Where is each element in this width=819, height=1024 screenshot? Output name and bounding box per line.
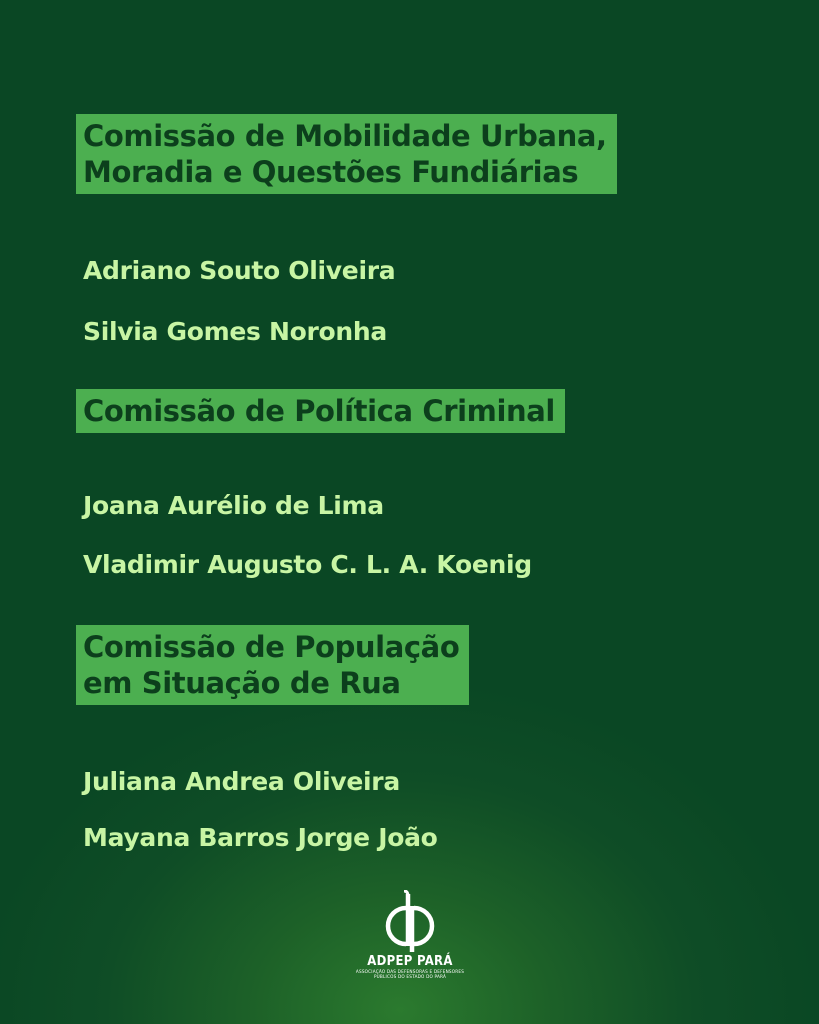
commission-politica-criminal bbox=[76, 389, 565, 433]
member-name: Juliana Andrea Oliveira bbox=[83, 767, 400, 796]
member-name: Mayana Barros Jorge João bbox=[83, 823, 438, 852]
member-name: Joana Aurélio de Lima bbox=[83, 491, 384, 520]
member-name: Silvia Gomes Noronha bbox=[83, 317, 387, 346]
commission-title-line: Comissão de Mobilidade Urbana, bbox=[83, 119, 607, 153]
commission-title-line: Comissão de População bbox=[83, 630, 460, 664]
logo-tagline: ASSOCIAÇÃO DAS DEFENSORAS E DEFENSORES bbox=[355, 969, 465, 974]
member-name: Vladimir Augusto C. L. A. Koenig bbox=[83, 550, 532, 579]
member-name: Adriano Souto Oliveira bbox=[83, 256, 396, 285]
commission-mobilidade bbox=[76, 114, 617, 194]
commission-title-line: Moradia e Questões Fundiárias bbox=[83, 155, 579, 189]
commission-title bbox=[76, 389, 565, 433]
commission-populacao-rua bbox=[76, 625, 469, 705]
logo-tagline: PÚBLICOS DO ESTADO DO PARÁ bbox=[373, 974, 447, 979]
commission-title-line: em Situação de Rua bbox=[83, 666, 401, 700]
commission-title bbox=[76, 625, 469, 705]
adpep-logo bbox=[340, 890, 480, 1000]
logo-wordmark: ADPEP PARÁ bbox=[367, 954, 453, 969]
commission-title bbox=[76, 114, 617, 194]
commission-title-line: Comissão de Política Criminal bbox=[83, 394, 555, 428]
adpep-emblem-icon bbox=[370, 890, 450, 952]
